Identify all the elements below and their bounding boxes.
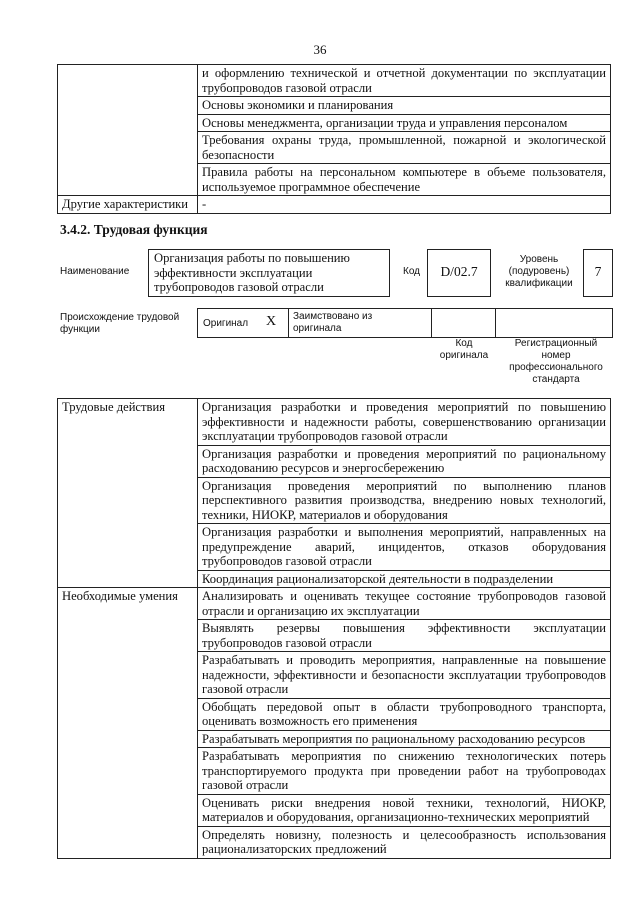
- function-name-value: Организация работы по повышению эффективности эксплуатации трубопроводов газовой отрасли: [154, 251, 350, 294]
- table-cell: Правила работы на персональном компьютере в объеме пользователя, используемое программное обеспечение: [198, 164, 611, 196]
- code-box: [427, 249, 491, 297]
- table-cell: Организация проведения мероприятий по выполнению планов перспективного развития производства, внедрению новых технологий, техники, НИОКР, материалов и оборудования: [198, 477, 611, 524]
- borrowed-label: Заимствовано из оригинала: [293, 311, 373, 334]
- table-row: [58, 588, 611, 620]
- table-cell: Выявлять резервы повышения эффективности эксплуатации трубопроводов газовой отрасли: [198, 620, 611, 652]
- table-cell: Разрабатывать мероприятия по рациональному расходованию ресурсов: [198, 730, 611, 748]
- original-mark: X: [266, 314, 277, 329]
- section-title: 3.4.2. Трудовая функция: [60, 222, 208, 237]
- table-cell: Координация рационализаторской деятельности в подразделении: [198, 570, 611, 588]
- table-row: [58, 65, 611, 97]
- divider: [288, 309, 289, 337]
- table-cell: Разрабатывать мероприятия по снижению технологических потерь транспортируемого продукта при проведении работ на трубопроводах газовой отрасли: [198, 748, 611, 795]
- original-label: Оригинал: [203, 318, 249, 329]
- table-cell: Основы экономики и планирования: [198, 97, 611, 115]
- divider: [431, 309, 432, 337]
- table-row: [58, 196, 611, 214]
- knowledge-table-continued: [57, 64, 611, 214]
- reg-number-caption: Регистрационный номер профессионального стандарта: [509, 338, 603, 385]
- table-cell: Оценивать риски внедрения новой техники, технологий, НИОКР, материалов и оборудования, организационно-технических мероприятий: [198, 794, 611, 826]
- table-cell: Основы менеджмента, организации труда и управления персоналом: [198, 114, 611, 132]
- table-cell: и оформлению технической и отчетной документации по эксплуатации трубопроводов газовой отрасли: [198, 65, 611, 97]
- page-number: 36: [313, 42, 327, 57]
- actions-label: Трудовые действия: [58, 399, 198, 588]
- table-cell: Анализировать и оценивать текущее состояние трубопроводов газовой отрасли и организацию их эксплуатации: [198, 588, 611, 620]
- function-name-box: [148, 249, 390, 297]
- name-label: Наименование: [60, 266, 130, 277]
- code-value: D/02.7: [440, 264, 478, 279]
- table-cell: Обобщать передовой опыт в области трубопроводного транспорта, оценивать возможность его применения: [198, 698, 611, 730]
- table-cell: Требования охраны труда, промышленной, пожарной и экологической безопасности: [198, 132, 611, 164]
- code-label: Код: [403, 266, 421, 277]
- other-characteristics-value: -: [198, 196, 611, 214]
- divider: [495, 309, 496, 337]
- function-details-table: [57, 398, 611, 859]
- code-original-caption: Код оригинала: [439, 338, 489, 361]
- level-box: [583, 249, 613, 297]
- table-row: [58, 399, 611, 446]
- table-cell: Разрабатывать и проводить мероприятия, направленные на повышение надежности, эффективности и безопасности эксплуатации трубопроводов газовой отрасли: [198, 652, 611, 699]
- table-cell: Определять новизну, полезность и целесообразность использования рационализаторских предложений: [198, 826, 611, 858]
- level-value: 7: [594, 264, 602, 279]
- table-cell: Организация разработки и выполнения мероприятий, направленных на предупреждение аварий, инцидентов, отказов оборудования трубопроводов газовой отрасли: [198, 524, 611, 571]
- table-cell: Организация разработки и проведения мероприятий по рациональному расходованию ресурсов и энергосбережению: [198, 445, 611, 477]
- table-cell: Организация разработки и проведения мероприятий по повышению эффективности и надежности работы, совершенствованию организации эксплуатации трубопроводов газовой отрасли: [198, 399, 611, 446]
- level-label: Уровень (подуровень) квалификации: [505, 254, 573, 289]
- skills-label: Необходимые умения: [58, 588, 198, 859]
- origin-boxes: [197, 308, 613, 338]
- empty-label-cell: [58, 65, 198, 196]
- other-characteristics-label: Другие характеристики: [58, 196, 198, 214]
- origin-label: Происхождение трудовой функции: [60, 312, 180, 335]
